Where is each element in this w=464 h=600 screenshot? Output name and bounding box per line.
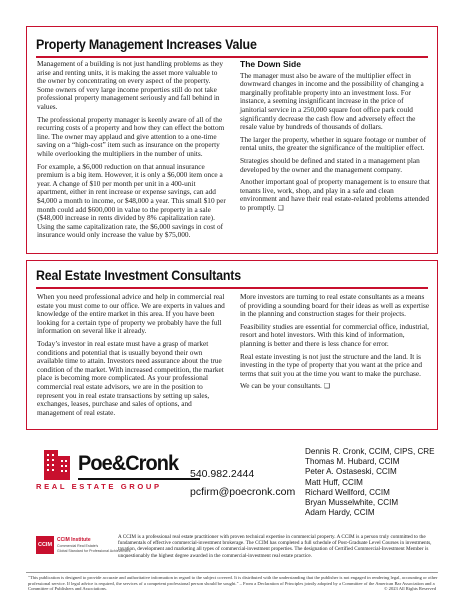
section2-rule bbox=[36, 287, 428, 289]
ccim-tagline-line1: Commercial Real Estate's bbox=[57, 544, 99, 548]
ccim-description: A CCIM is a professional real estate practitioner with proven technical expertise in commercial property. A CCIM is a person truly committed to the fundamentals of effective commercial-investment brokerage. The CCIM has completed a full schedule of Post-Graduate Level Courses in investments, taxation, development and marketing all types of commercial-investment properties. The designation of Certified Commercial-Investment Member is unquestionably the highest degree awarded in the commercial-investment real estate practice. bbox=[118, 534, 432, 559]
agent-name: Matt Huff, CCIM bbox=[305, 477, 363, 487]
agent-name: Adam Hardy, CCIM bbox=[305, 508, 375, 518]
paragraph: More investors are turning to real estate consultants as a means of providing a sounding board for their ideas as well as expertise in the planning and construction stages for their projects. bbox=[240, 292, 430, 319]
section2-left-column bbox=[37, 293, 227, 421]
end-mark-icon: ❏ bbox=[323, 382, 330, 391]
paragraph: Strategies should be defined and stated in a management plan developed by the owner and the management company. bbox=[240, 155, 420, 174]
footer-divider bbox=[26, 572, 438, 573]
ccim-name: CCIM Institute bbox=[57, 537, 91, 543]
paragraph: Today’s investor in real estate must have a grasp of market conditions and potential that is usually beyond their own available time to attain. Investors need assurance about the true condition of the market. With increased competition, the market place is becoming more complicated. As your professional commercial real estate advisors, we are in the position to represent you in real estate transactions by setting up sales, exchanges, leases, purchase and sales of options, and management of real estate. bbox=[37, 338, 224, 417]
agent-name: Peter A. Ostaseski, CCIM bbox=[305, 467, 397, 477]
agent-name: Thomas M. Hubard, CCIM bbox=[305, 457, 400, 467]
section2-right-column bbox=[240, 293, 430, 395]
down-side-subhead: The Down Side bbox=[240, 59, 301, 69]
company-logo bbox=[36, 446, 206, 526]
paragraph: Real estate investing is not just the structure and the land. It is investing in the type of property that you want at the price and terms that suit you at the time you want to make the purchase. bbox=[240, 351, 422, 378]
section2-title: Real Estate Investment Consultants bbox=[36, 268, 241, 283]
ccim-tagline-line2: Global Standard for Professional Achievement bbox=[57, 549, 131, 553]
section1-rule bbox=[36, 56, 428, 58]
paragraph: The larger the property, whether in square footage or number of rental units, the greater the significance of the multiplier effect. bbox=[240, 134, 426, 153]
ccim-mark-icon: CCIM bbox=[36, 536, 54, 554]
wordmark-underline bbox=[78, 478, 200, 480]
building-icon bbox=[36, 446, 76, 506]
section1-left-column bbox=[37, 60, 227, 244]
paragraph-text: Another important goal of property management is to ensure that tenants live, work, shop, and play in a safe and clean environment and have their real estate-related problems attended to promptly. bbox=[240, 177, 430, 212]
paragraph: The professional property manager is keenly aware of all of the recurring costs of a property and how they can effect the bottom line. The owner may applaud and give attention to a one-time saving on a “high-cost” item such as insurance on the property while overlooking the multipliers in the number of units. bbox=[37, 114, 225, 158]
paragraph: Management of a building is not just handling problems as they arise and renting units, it is making the asset more valuable to the owner by concentrating on every aspect of the property. Some owners of very large income properties still do not take professional property management seriously and fall behind in values. bbox=[37, 59, 224, 111]
paragraph-text: We can be your consultants. bbox=[240, 381, 322, 391]
legal-disclaimer: "This publication is designed to provide accurate and authoritative information in regard to the subject covered. It is distributed with the understanding that the publisher is not engaged in rendering legal, accounting or other professional service. If legal advice is required, the services of a competent professional person should be sought." – From a Declaration of Principles jointly adopted by a Committee of the American Bar Association and a Committee of Publishers and Associations. bbox=[28, 575, 438, 592]
company-wordmark: Poe&Cronk bbox=[78, 452, 179, 475]
paragraph: Feasibility studies are essential for commercial office, industrial, resort and hotel investors. With this kind of information, planning is better and there is less chance for error. bbox=[240, 321, 429, 348]
agent-name: Dennis R. Cronk, CCIM, CIPS, CRE bbox=[305, 447, 435, 456]
paragraph: When you need professional advice and help in commercial real estate you must come to our office. We are experts in values and knowledge of the entire market in this area. If you have been looking for a certain type of property we probably have the full information on several like it already. bbox=[37, 292, 225, 336]
section1-title: Property Management Increases Value bbox=[36, 37, 257, 52]
paragraph: The manager must also be aware of the multiplier effect in downward changes in income and the possibility of changing a marginally profitable property into an investment loss. For instance, a seeming insignificant increase in the price of janitorial service in a 250,000 square foot office park could significantly decrease the cash flow and adversely effect the resale value by hundreds of thousands of dollars. bbox=[240, 70, 424, 132]
agent-name: Richard Wellford, CCIM bbox=[305, 487, 390, 497]
end-mark-icon: ❏ bbox=[277, 203, 284, 212]
ccim-logo bbox=[36, 534, 131, 562]
agent-name: Bryan Musselwhite, CCIM bbox=[305, 498, 399, 508]
agent-list bbox=[305, 447, 455, 518]
company-email[interactable]: pcfirm@poecronk.com bbox=[190, 486, 296, 498]
copyright-notice: © 2023 All Rights Reserved bbox=[384, 586, 436, 591]
paragraph bbox=[240, 382, 430, 391]
company-phone[interactable]: 540.982.2444 bbox=[190, 468, 255, 480]
paragraph: For example, a $6,000 reduction on that annual insurance premium is a big item. However, it is only a $6,000 item once a year. A change of $10 per month per unit in a 400-unit apartment, either in rent increase or expense savings, can add $4,000 a month to income, or $48,000 a year. This small $10 per month could add $600,000 in value to the property in a sale ($48,000 increase in rents divided by 8% capitalization rate). Using the same capitalization rate, the $6,000 savings in cost of insurance would only increase the value by $75,000. bbox=[37, 161, 226, 240]
paragraph bbox=[240, 178, 430, 212]
section1-right-column bbox=[240, 60, 430, 217]
company-tagline: REAL ESTATE GROUP bbox=[36, 482, 162, 491]
